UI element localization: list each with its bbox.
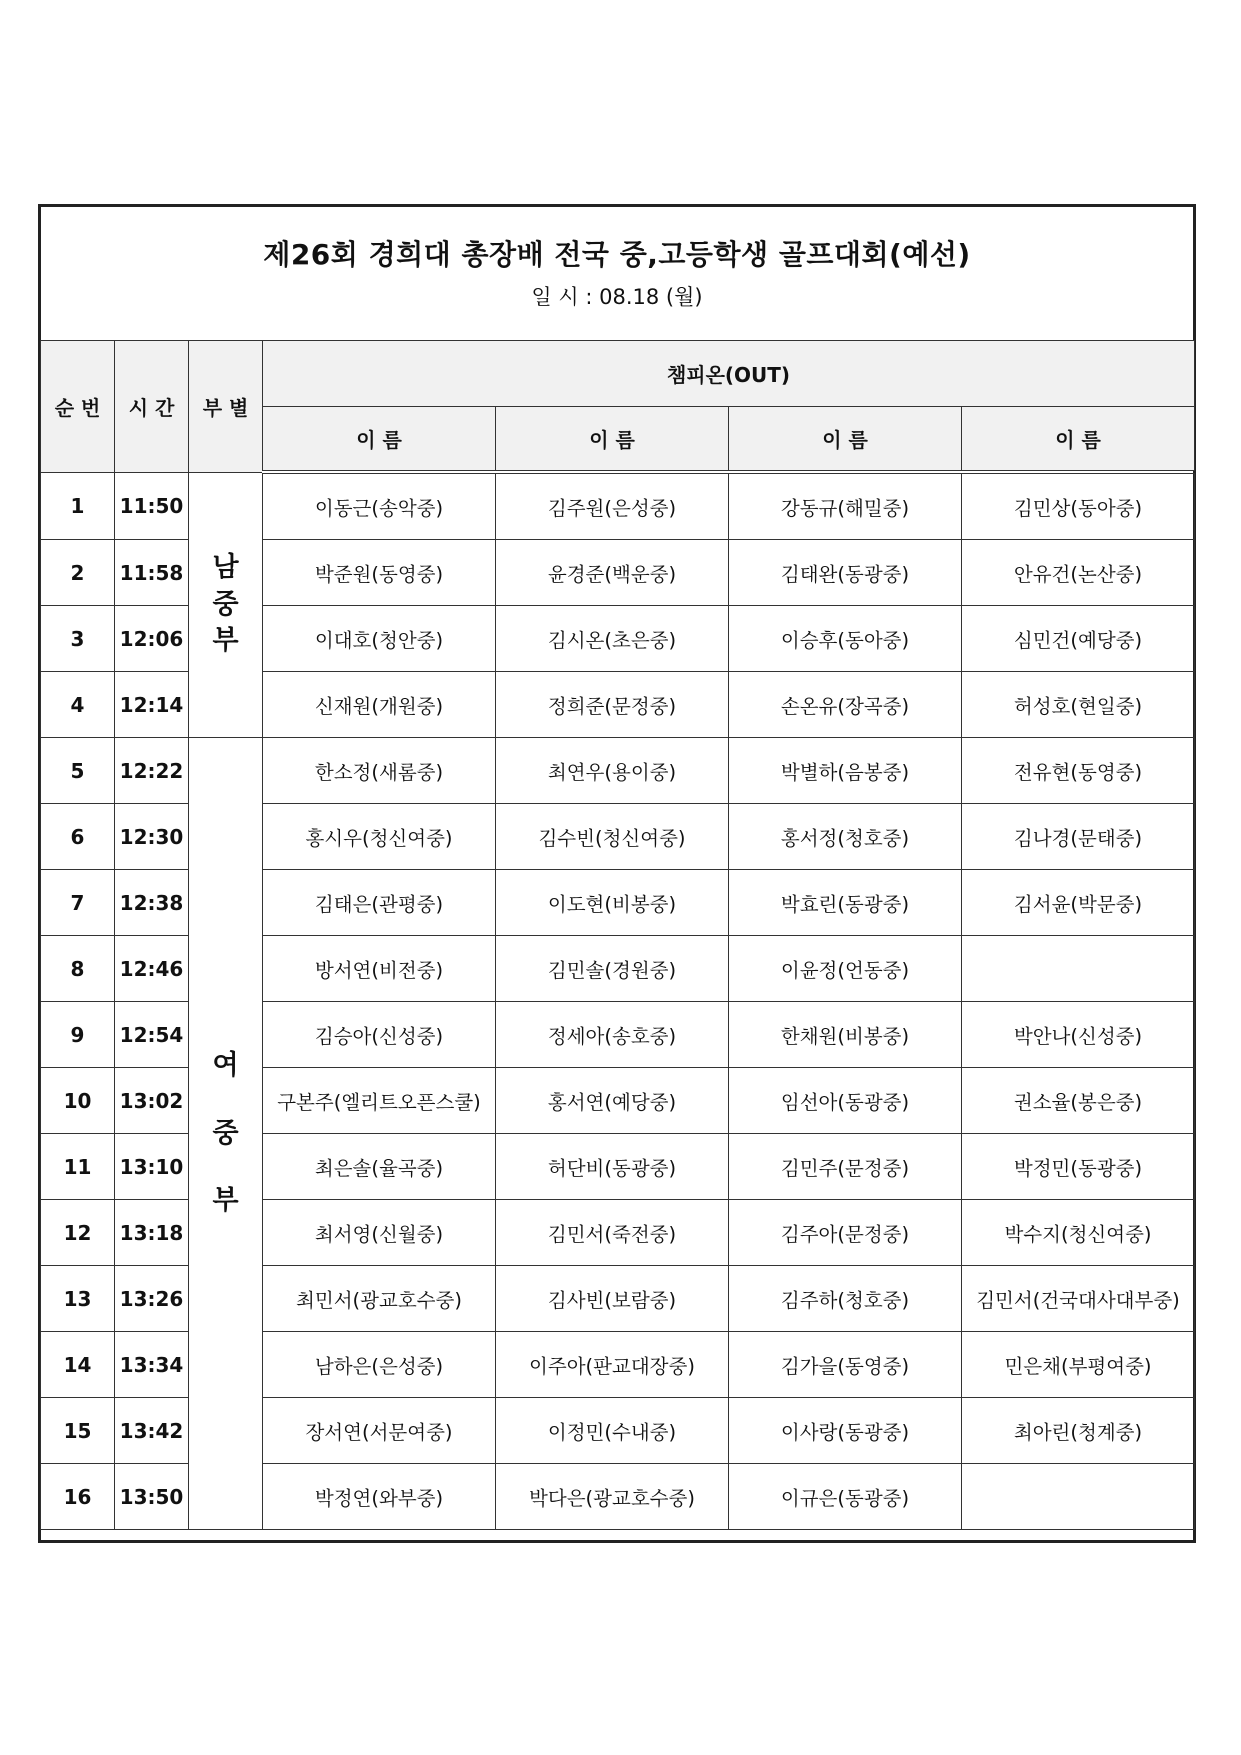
player-name: 김민상(동아중) <box>962 472 1195 540</box>
tee-time: 12:46 <box>115 936 189 1002</box>
order-number: 5 <box>41 738 115 804</box>
player-name: 박준원(동영중) <box>263 540 496 606</box>
player-name: 손온유(장곡중) <box>729 672 962 738</box>
player-name: 민은채(부평여중) <box>962 1332 1195 1398</box>
player-name: 윤경준(백운중) <box>496 540 729 606</box>
player-name: 김주아(문정중) <box>729 1200 962 1266</box>
order-number: 16 <box>41 1464 115 1530</box>
player-name: 이규은(동광중) <box>729 1464 962 1530</box>
tee-time: 12:14 <box>115 672 189 738</box>
order-number: 4 <box>41 672 115 738</box>
tee-time: 11:50 <box>115 472 189 540</box>
player-name: 김승아(신성중) <box>263 1002 496 1068</box>
event-date: 일 시 : 08.18 (월) <box>531 285 703 309</box>
table-row <box>41 472 1195 540</box>
order-number: 3 <box>41 606 115 672</box>
player-name: 한채원(비봉중) <box>729 1002 962 1068</box>
player-name: 홍서정(청호중) <box>729 804 962 870</box>
player-name: 정세아(송호중) <box>496 1002 729 1068</box>
player-name: 김주하(청호중) <box>729 1266 962 1332</box>
order-number: 8 <box>41 936 115 1002</box>
order-number: 10 <box>41 1068 115 1134</box>
schedule-rows <box>41 472 1195 1530</box>
header-name-3: 이 름 <box>729 407 962 473</box>
player-name: 김민주(문정중) <box>729 1134 962 1200</box>
tee-time: 12:38 <box>115 870 189 936</box>
header-name-2: 이 름 <box>496 407 729 473</box>
tee-time: 12:54 <box>115 1002 189 1068</box>
player-name: 박다은(광교호수중) <box>496 1464 729 1530</box>
player-name: 이동근(송악중) <box>263 472 496 540</box>
header-name-1: 이 름 <box>263 407 496 473</box>
division-char: 남 <box>212 552 239 584</box>
header-course: 챔피온(OUT) <box>263 341 1195 407</box>
player-name: 김민서(죽전중) <box>496 1200 729 1266</box>
tee-time: 13:50 <box>115 1464 189 1530</box>
tee-time: 13:02 <box>115 1068 189 1134</box>
player-name: 신재원(개원중) <box>263 672 496 738</box>
player-name: 임선아(동광중) <box>729 1068 962 1134</box>
schedule-table <box>40 340 1195 1530</box>
player-name: 김서윤(박문중) <box>962 870 1195 936</box>
player-name: 이정민(수내중) <box>496 1398 729 1464</box>
player-name: 허단비(동광중) <box>496 1134 729 1200</box>
tee-time: 12:30 <box>115 804 189 870</box>
player-name: 김주원(은성중) <box>496 472 729 540</box>
title-block <box>41 207 1193 342</box>
tee-time: 13:34 <box>115 1332 189 1398</box>
tee-time: 12:22 <box>115 738 189 804</box>
tee-time: 13:42 <box>115 1398 189 1464</box>
player-name: 안유건(논산중) <box>962 540 1195 606</box>
division-char: 여 <box>212 1050 239 1082</box>
tee-time: 12:06 <box>115 606 189 672</box>
player-name: 김민서(건국대사대부중) <box>962 1266 1195 1332</box>
division-char: 중 <box>212 1117 239 1149</box>
player-name: 김수빈(청신여중) <box>496 804 729 870</box>
order-number: 15 <box>41 1398 115 1464</box>
player-name: 장서연(서문여중) <box>263 1398 496 1464</box>
order-number: 6 <box>41 804 115 870</box>
player-name: 최연우(용이중) <box>496 738 729 804</box>
player-name: 최서영(신월중) <box>263 1200 496 1266</box>
player-name: 김사빈(보람중) <box>496 1266 729 1332</box>
player-name: 강동규(해밀중) <box>729 472 962 540</box>
division-char: 부 <box>212 624 239 656</box>
player-name: 박수지(청신여중) <box>962 1200 1195 1266</box>
header-name-4: 이 름 <box>962 407 1195 473</box>
player-name: 심민건(예당중) <box>962 606 1195 672</box>
division-girls <box>189 738 263 1530</box>
player-name: 정희준(문정중) <box>496 672 729 738</box>
player-name: 이주아(판교대장중) <box>496 1332 729 1398</box>
division-boys <box>189 472 263 738</box>
tee-time: 13:10 <box>115 1134 189 1200</box>
player-name: 홍서연(예당중) <box>496 1068 729 1134</box>
player-name: 박효린(동광중) <box>729 870 962 936</box>
player-name: 이대호(청안중) <box>263 606 496 672</box>
order-number: 9 <box>41 1002 115 1068</box>
order-number: 13 <box>41 1266 115 1332</box>
header-division: 부 별 <box>189 341 263 473</box>
order-number: 1 <box>41 472 115 540</box>
player-name: 김나경(문태중) <box>962 804 1195 870</box>
order-number: 11 <box>41 1134 115 1200</box>
tee-time: 13:26 <box>115 1266 189 1332</box>
player-name: 김민솔(경원중) <box>496 936 729 1002</box>
player-name: 이도현(비봉중) <box>496 870 729 936</box>
player-name: 김태완(동광중) <box>729 540 962 606</box>
player-name: 박별하(음봉중) <box>729 738 962 804</box>
player-name: 김시온(초은중) <box>496 606 729 672</box>
order-number: 7 <box>41 870 115 936</box>
table-row <box>41 738 1195 804</box>
order-number: 12 <box>41 1200 115 1266</box>
player-name: 박정연(와부중) <box>263 1464 496 1530</box>
header-time: 시 간 <box>115 341 189 473</box>
player-name: 이승후(동아중) <box>729 606 962 672</box>
player-name: 최은솔(율곡중) <box>263 1134 496 1200</box>
header-order: 순 번 <box>41 341 115 473</box>
player-name: 최민서(광교호수중) <box>263 1266 496 1332</box>
player-name: 최아린(청계중) <box>962 1398 1195 1464</box>
player-name: 김가을(동영중) <box>729 1332 962 1398</box>
player-name: 홍시우(청신여중) <box>263 804 496 870</box>
player-name: 허성호(현일중) <box>962 672 1195 738</box>
player-name: 이윤정(언동중) <box>729 936 962 1002</box>
player-name: 방서연(비전중) <box>263 936 496 1002</box>
player-name: 박안나(신성중) <box>962 1002 1195 1068</box>
tee-time-sheet <box>38 204 1196 1543</box>
player-name <box>962 1464 1195 1530</box>
tee-time: 11:58 <box>115 540 189 606</box>
player-name: 전유현(동영중) <box>962 738 1195 804</box>
player-name: 남하은(은성중) <box>263 1332 496 1398</box>
division-char: 중 <box>212 588 239 620</box>
player-name: 박정민(동광중) <box>962 1134 1195 1200</box>
order-number: 14 <box>41 1332 115 1398</box>
order-number: 2 <box>41 540 115 606</box>
player-name <box>962 936 1195 1002</box>
player-name: 이사랑(동광중) <box>729 1398 962 1464</box>
division-char: 부 <box>212 1185 239 1217</box>
player-name: 한소정(새롬중) <box>263 738 496 804</box>
document-title: 제26회 경희대 총장배 전국 중,고등학생 골프대회(예선) <box>263 238 971 271</box>
tee-time: 13:18 <box>115 1200 189 1266</box>
player-name: 권소율(봉은중) <box>962 1068 1195 1134</box>
player-name: 구본주(엘리트오픈스쿨) <box>263 1068 496 1134</box>
player-name: 김태은(관평중) <box>263 870 496 936</box>
